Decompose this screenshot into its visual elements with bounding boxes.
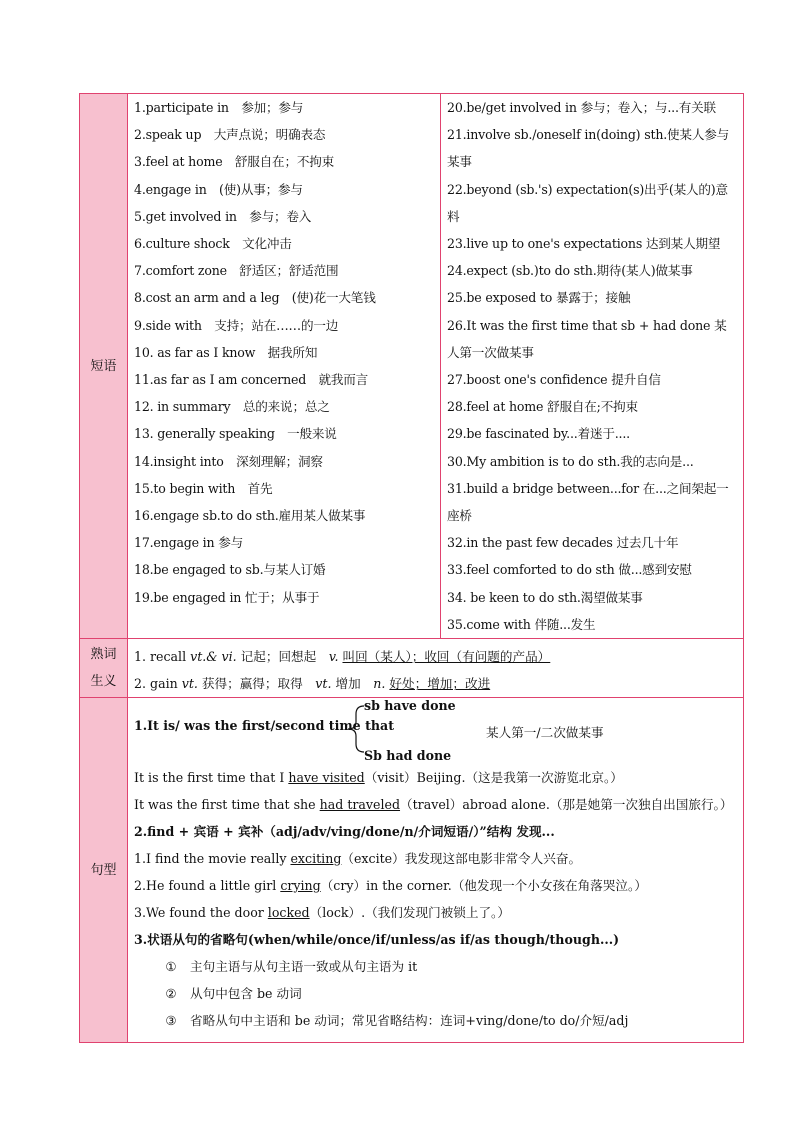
- brace-icon: [344, 698, 366, 760]
- pattern-1-brace: 1.It is/ was the first/second time that sb have done Sb had done 某人第一/二次做某事: [134, 698, 604, 764]
- phrase-item: 18.be engaged to sb.与某人订婚: [134, 562, 326, 578]
- familiar-words-content: [128, 639, 744, 698]
- phrase-item: 3.feel at home 舒服自在；不拘束: [134, 154, 335, 170]
- phrase-item: 17.engage in 参与: [134, 535, 244, 551]
- phrases-left-column: [128, 94, 441, 639]
- phrase-item: 4.engage in (使)从事；参与: [134, 181, 303, 197]
- phrase-item: 30.My ambition is to do sth.我的志向是...: [447, 453, 694, 469]
- familiar-word-recall: 1. recall vt.& vi. 记起；回想起 v. 叫回（某人）；收回（有问题的产品）: [134, 649, 551, 665]
- pattern-3-heading: 3.状语从句的省略句(when/while/once/if/unless/as if/as though/though...): [134, 932, 620, 948]
- phrase-item: 1.participate in 参加；参与: [134, 100, 304, 115]
- phrase-item: 8.cost an arm and a leg (使)花一大笔钱: [134, 290, 376, 306]
- rule-1: ① 主句主语与从句主语一致或从句主语为 it: [165, 959, 418, 975]
- phrase-item: 19.be engaged in 忙于；从事于: [134, 589, 320, 605]
- phrase-item: 33.feel comforted to do sth 做...感到安慰: [447, 562, 692, 578]
- notes-table: [79, 93, 744, 1043]
- rule-3: ③ 省略从句中主语和 be 动词；常见省略结构：连词+ving/done/to do/介短/adj: [165, 1013, 629, 1029]
- familiar-words-label: 熟词 生义: [80, 639, 128, 698]
- phrase-item: 21.involve sb./oneself in(doing) sth.使某人参与某事: [447, 127, 730, 170]
- phrase-item: 27.boost one's confidence 提升自信: [447, 372, 661, 388]
- phrase-item: 23.live up to one's expectations 达到某人期望: [447, 236, 721, 252]
- sentence-patterns-label: 句型: [80, 698, 128, 1043]
- sentence-patterns-content: [128, 698, 744, 1043]
- phrase-item: 29.be fascinated by...着迷于....: [447, 426, 630, 442]
- phrase-item: 15.to begin with 首先: [134, 480, 273, 496]
- phrases-label: 短语: [80, 94, 128, 639]
- phrase-item: 7.comfort zone 舒适区；舒适范围: [134, 263, 339, 279]
- example-5: 3.We found the door locked（lock）.（我们发现门被锁上了。）: [134, 905, 510, 921]
- phrase-item: 28.feel at home 舒服自在;不拘束: [447, 399, 638, 415]
- phrase-item: 26.It was the first time that sb + had done 某人第一次做某事: [447, 317, 727, 360]
- phrase-item: 14.insight into 深刻理解；洞察: [134, 453, 323, 469]
- rule-2: ② 从句中包含 be 动词: [165, 986, 302, 1002]
- phrases-right-column: [441, 94, 744, 639]
- phrases-row: [80, 94, 744, 639]
- phrase-item: 11.as far as I am concerned 就我而言: [134, 372, 369, 388]
- phrase-item: 16.engage sb.to do sth.雇用某人做某事: [134, 508, 366, 524]
- sentence-patterns-row: [80, 698, 744, 1043]
- phrase-item: 31.build a bridge between...for 在...之间架起一座桥: [447, 480, 729, 524]
- phrase-item: 22.beyond (sb.'s) expectation(s)出乎(某人的)意料: [447, 181, 728, 224]
- phrase-item: 34. be keen to do sth.渴望做某事: [447, 589, 643, 605]
- phrase-item: 9.side with 支持；站在……的一边: [134, 317, 339, 333]
- example-3: 1.I find the movie really exciting（excite）我发现这部电影非常令人兴奋。: [134, 851, 582, 867]
- phrase-item: 2.speak up 大声点说；明确表态: [134, 127, 326, 143]
- phrase-item: 24.expect (sb.)to do sth.期待(某人)做某事: [447, 263, 693, 279]
- pattern-2-heading: 2.find + 宾语 + 宾补（adj/adv/ving/done/n/介词短语/）”结构 发现...: [134, 824, 555, 840]
- example-2: It was the first time that she had traveled（travel）abroad alone.（那是她第一次独自出国旅行。）: [134, 797, 733, 813]
- phrase-item: 20.be/get involved in 参与；卷入；与...有关联: [447, 100, 716, 115]
- phrase-item: 10. as far as I know 据我所知: [134, 344, 318, 360]
- phrase-item: 35.come with 伴随...发生: [447, 616, 596, 632]
- example-1: It is the first time that I have visited（visit）Beijing.（这是我第一次游览北京。）: [134, 770, 623, 786]
- phrase-item: 5.get involved in 参与；卷入: [134, 208, 312, 224]
- phrase-item: 6.culture shock 文化冲击: [134, 236, 292, 252]
- phrase-item: 25.be exposed to 暴露于；接触: [447, 290, 631, 306]
- phrase-item: 12. in summary 总的来说；总之: [134, 399, 330, 415]
- familiar-words-row: [80, 639, 744, 698]
- familiar-word-gain: 2. gain vt. 获得；赢得；取得 vt. 增加 n. 好处；增加；改进: [134, 676, 491, 692]
- example-4: 2.He found a little girl crying（cry）in the corner.（他发现一个小女孩在角落哭泣。）: [134, 878, 647, 894]
- phrase-item: 32.in the past few decades 过去几十年: [447, 535, 679, 551]
- phrase-item: 13. generally speaking 一般来说: [134, 426, 337, 442]
